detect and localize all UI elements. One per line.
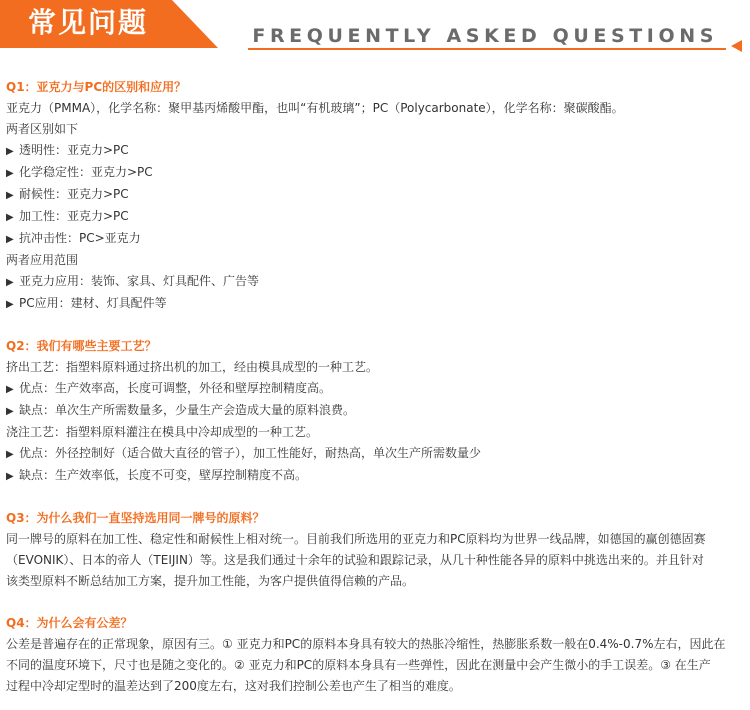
faq-question: Q3：为什么我们一直坚持选用同一牌号的原料？	[6, 511, 265, 525]
faq-answer-text: 优点：外径控制好（适合做大直径的管子），加工性能好，耐热高，单次生产所需数量少	[19, 446, 482, 460]
faq-question: Q4：为什么会有公差？	[6, 616, 133, 630]
faq-list	[6, 77, 726, 697]
faq-answer-line	[6, 676, 718, 697]
faq-answer-text: 耐候性：亚克力>PC	[19, 187, 129, 201]
header-subtitle-en: FREQUENTLY ASKED QUESTIONS	[252, 25, 718, 47]
faq-item	[6, 336, 718, 487]
faq-answer-text: PC应用：建材、灯具配件等	[19, 296, 167, 310]
header-divider	[248, 48, 726, 50]
faq-answer-line	[6, 422, 718, 443]
faq-item	[6, 77, 718, 315]
faq-item	[6, 613, 726, 697]
faq-bullet-line	[6, 293, 718, 315]
page-header	[0, 0, 750, 60]
faq-answer-text: 亚克力（PMMA），化学名称：聚甲基丙烯酸甲酯，也叫“有机玻璃”；PC（Polycarbonate），化学名称：聚碳酸酯。	[6, 101, 624, 115]
faq-answer-text: 同一牌号的原料在加工性、稳定性和耐候性上相对统一。目前我们所选用的亚克力和PC原料均为世界一线品牌，如德国的赢创德固赛	[6, 532, 706, 546]
faq-bullet-line	[6, 206, 718, 228]
faq-answer-line	[6, 550, 718, 571]
header-title-banner	[0, 0, 218, 48]
faq-bullet-line	[6, 400, 718, 422]
bullet-arrow-icon: ▶	[6, 471, 14, 482]
header-title: 常见问题	[28, 6, 149, 39]
faq-answer-line	[6, 119, 718, 140]
bullet-arrow-icon: ▶	[6, 277, 14, 288]
faq-answer-text: 优点：生产效率高，长度可调整，外径和壁厚控制精度高。	[19, 381, 332, 395]
faq-answer-text: 透明性：亚克力>PC	[19, 143, 129, 157]
bullet-arrow-icon: ▶	[6, 299, 14, 310]
faq-bullet-line	[6, 140, 718, 162]
bullet-arrow-icon: ▶	[6, 449, 14, 460]
faq-question: Q2：我们有哪些主要工艺？	[6, 339, 157, 353]
faq-answer-line	[6, 655, 718, 676]
faq-bullet-line	[6, 443, 718, 465]
faq-answer-text: 该类型原料不断总结加工方案，提升加工性能，为客户提供值得信赖的产品。	[6, 574, 415, 588]
section-spacer	[6, 315, 718, 336]
faq-answer-text: 缺点：单次生产所需数量多，少量生产会造成大量的原料浪费。	[19, 403, 356, 417]
faq-answer-line	[6, 98, 718, 119]
bullet-arrow-icon: ▶	[6, 168, 14, 179]
faq-answer-text: 化学稳定性：亚克力>PC	[19, 165, 153, 179]
bullet-arrow-icon: ▶	[6, 406, 14, 417]
faq-answer-line	[6, 634, 726, 655]
faq-bullet-line	[6, 228, 718, 250]
faq-bullet-line	[6, 378, 718, 400]
faq-answer-text: 不同的温度环境下，尺寸也是随之变化的。② 亚克力和PC的原料本身具有一些弹性，因此在测量中会产生微小的手工误差。③ 在生产	[6, 658, 711, 672]
faq-answer-line	[6, 250, 718, 271]
faq-answer-line	[6, 571, 718, 592]
faq-answer-line	[6, 357, 718, 378]
header-arrow-icon	[731, 40, 742, 52]
faq-answer-text: 挤出工艺：指塑料原料通过挤出机的加工，经由模具成型的一种工艺。	[6, 360, 379, 374]
bullet-arrow-icon: ▶	[6, 212, 14, 223]
faq-bullet-line	[6, 184, 718, 206]
faq-answer-text: 公差是普遍存在的正常现象，原因有三。① 亚克力和PC的原料本身具有较大的热胀冷缩性，热膨胀系数一般在0.4%-0.7%左右，因此在	[6, 637, 726, 651]
faq-answer-text: 浇注工艺：指塑料原料灌注在模具中冷却成型的一种工艺。	[6, 425, 319, 439]
section-spacer	[6, 487, 718, 508]
faq-item	[6, 508, 718, 592]
faq-bullet-line	[6, 271, 718, 293]
faq-bullet-line	[6, 162, 718, 184]
faq-answer-line	[6, 529, 718, 550]
faq-answer-text: 抗冲击性：PC>亚克力	[19, 231, 141, 245]
faq-answer-text: 两者应用范围	[6, 253, 79, 267]
faq-answer-text: 缺点：生产效率低，长度不可变，壁厚控制精度不高。	[19, 468, 308, 482]
faq-answer-text: 亚克力应用：装饰、家具、灯具配件、广告等	[19, 274, 260, 288]
bullet-arrow-icon: ▶	[6, 190, 14, 201]
bullet-arrow-icon: ▶	[6, 384, 14, 395]
section-spacer	[6, 592, 718, 613]
faq-answer-text: 两者区别如下	[6, 122, 79, 136]
bullet-arrow-icon: ▶	[6, 146, 14, 157]
faq-answer-text: 加工性：亚克力>PC	[19, 209, 129, 223]
faq-answer-text: （EVONIK）、日本的帝人（TEIJIN）等。这是我们通过十余年的试验和跟踪记录，从几十种性能各异的原料中挑选出来的。并且针对	[6, 553, 704, 567]
faq-bullet-line	[6, 465, 718, 487]
faq-answer-text: 过程中冷却定型时的温差达到了200度左右，这对我们控制公差也产生了相当的难度。	[6, 679, 461, 693]
bullet-arrow-icon: ▶	[6, 234, 14, 245]
faq-question: Q1：亚克力与PC的区别和应用？	[6, 80, 187, 94]
